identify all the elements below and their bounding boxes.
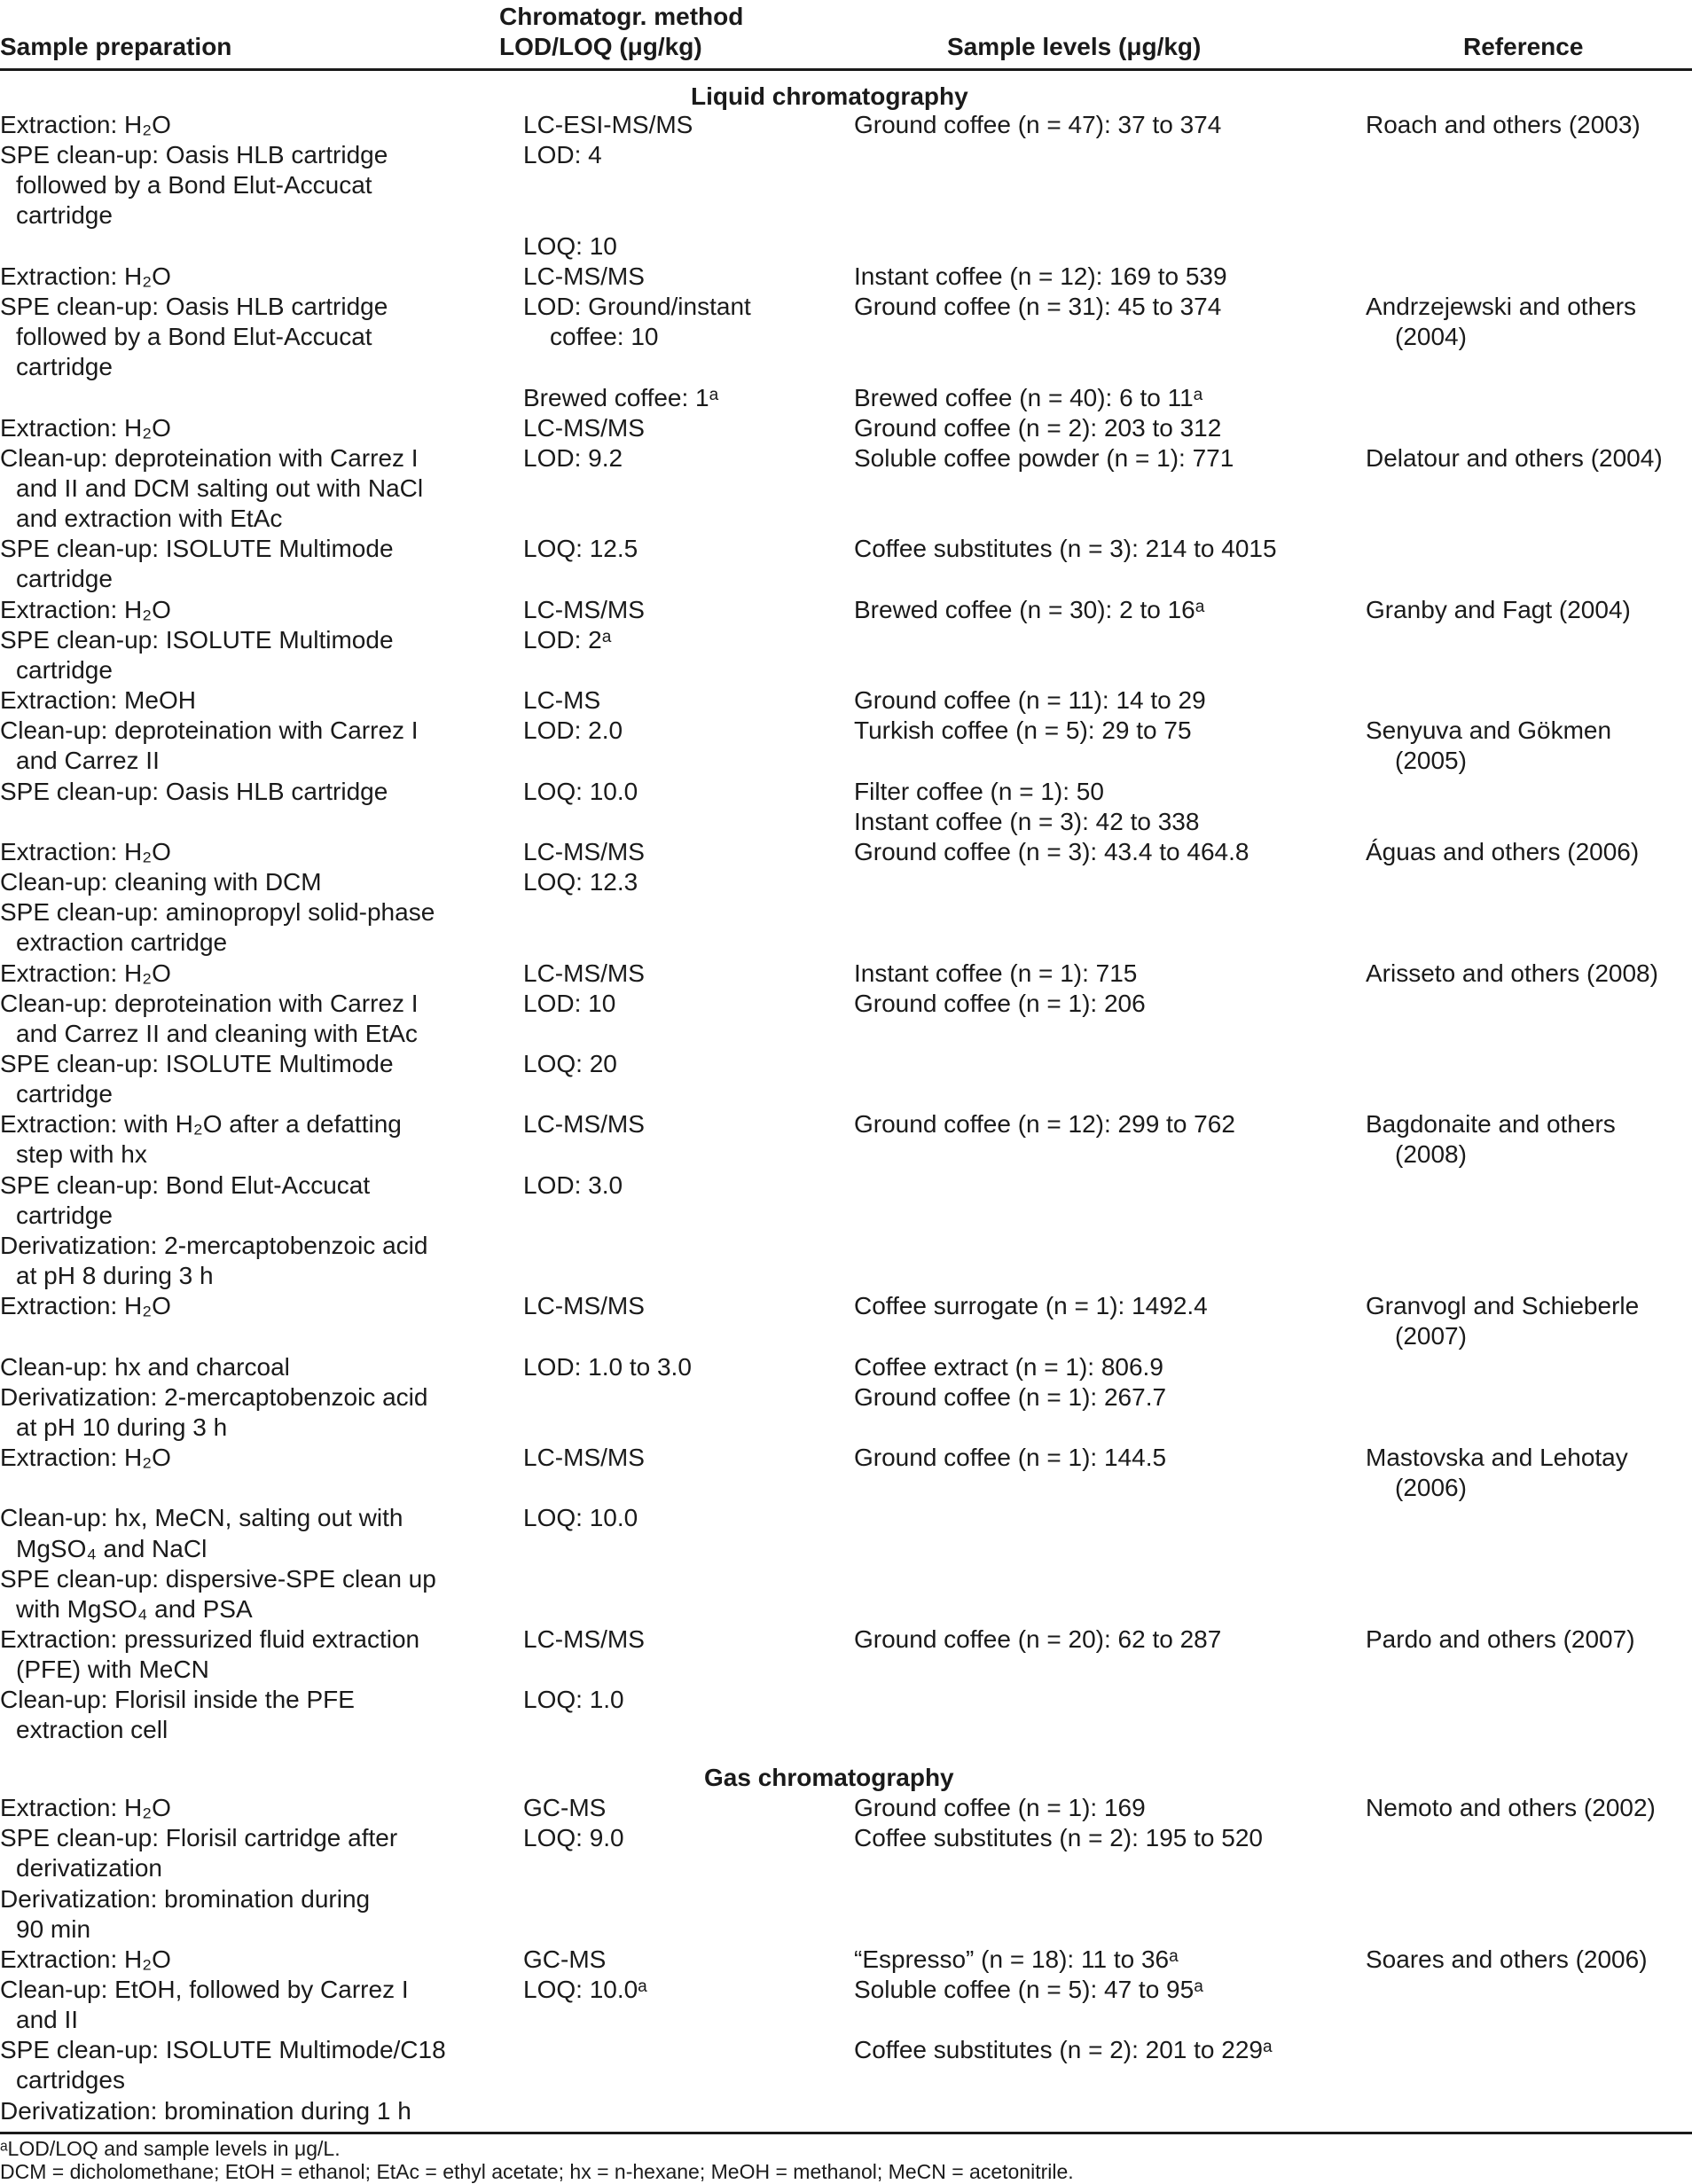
- cell-r32c1: SPE clean-up: ISOLUTE Multimode: [0, 1050, 394, 1077]
- cell-r25c3: Ground coffee (n = 3): 43.4 to 464.8: [854, 838, 1249, 865]
- cell-r30c1: Clean-up: deproteination with Carrez I: [0, 990, 419, 1017]
- cell-r65c1: Derivatization: bromination during 1 h: [0, 2097, 411, 2125]
- cell-r51c4: Pardo and others (2007): [1366, 1625, 1635, 1653]
- cell-r15c2: LOQ: 12.5: [523, 535, 638, 562]
- cell-r35c4: (2008): [1395, 1140, 1467, 1168]
- cell-r29c3: Instant coffee (n = 1): 715: [854, 959, 1138, 987]
- cell-r24c3: Instant coffee (n = 3): 42 to 338: [854, 808, 1200, 835]
- cell-r6c1: Extraction: H₂O: [0, 262, 171, 290]
- cell-r20c3: Ground coffee (n = 11): 14 to 29: [854, 686, 1206, 714]
- cell-r64c1: cartridges: [16, 2066, 125, 2094]
- cell-r42c2: LOD: 1.0 to 3.0: [523, 1353, 692, 1381]
- cell-r21c2: LOD: 2.0: [523, 716, 623, 744]
- cell-r28c1: extraction cartridge: [16, 928, 228, 956]
- cell-r45c1: Extraction: H₂O: [0, 1444, 171, 1471]
- cell-r22c4: (2005): [1395, 747, 1467, 774]
- cell-r39c1: at pH 8 during 3 h: [16, 1262, 214, 1289]
- cell-r47c1: Clean-up: hx, MeCN, salting out with: [0, 1504, 403, 1531]
- cell-r12c4: Delatour and others (2004): [1366, 444, 1663, 472]
- cell-r6c2: LC-MS/MS: [523, 262, 645, 290]
- cell-r30c3: Ground coffee (n = 1): 206: [854, 990, 1146, 1017]
- cell-r54c1: extraction cell: [16, 1716, 168, 1743]
- cell-r31c1: and Carrez II and cleaning with EtAc: [16, 1020, 418, 1047]
- cell-r29c1: Extraction: H₂O: [0, 959, 171, 987]
- cell-r61c3: Soluble coffee (n = 5): 47 to 95ᵃ: [854, 1976, 1203, 2003]
- cell-r29c2: LC-MS/MS: [523, 959, 645, 987]
- cell-r1c4: Roach and others (2003): [1366, 111, 1641, 138]
- header-sample-levels: Sample levels (μg/kg): [947, 33, 1202, 60]
- cell-r40c2: LC-MS/MS: [523, 1292, 645, 1319]
- cell-r34c4: Bagdonaite and others: [1366, 1110, 1616, 1138]
- cell-r12c2: LOD: 9.2: [523, 444, 623, 472]
- cell-r34c1: Extraction: with H₂O after a defatting: [0, 1110, 402, 1138]
- cell-r12c1: Clean-up: deproteination with Carrez I: [0, 444, 419, 472]
- cell-r7c1: SPE clean-up: Oasis HLB cartridge: [0, 293, 388, 320]
- cell-r43c1: Derivatization: 2-mercaptobenzoic acid: [0, 1383, 428, 1411]
- cell-r17c3: Brewed coffee (n = 30): 2 to 16ᵃ: [854, 596, 1205, 623]
- cell-r50c1: with MgSO₄ and PSA: [16, 1595, 253, 1623]
- cell-r38c1: Derivatization: 2-mercaptobenzoic acid: [0, 1232, 428, 1259]
- cell-r29c4: Arisseto and others (2008): [1366, 959, 1658, 987]
- cell-r10c3: Brewed coffee (n = 40): 6 to 11ᵃ: [854, 384, 1203, 411]
- cell-r25c1: Extraction: H₂O: [0, 838, 171, 865]
- footnote-a: ᵃLOD/LOQ and sample levels in μg/L.: [0, 2137, 341, 2160]
- cell-r53c1: Clean-up: Florisil inside the PFE: [0, 1686, 355, 1713]
- cell-r41c4: (2007): [1395, 1322, 1467, 1350]
- cell-r40c1: Extraction: H₂O: [0, 1292, 171, 1319]
- cell-r59c1: 90 min: [16, 1915, 91, 1943]
- cell-r17c4: Granby and Fagt (2004): [1366, 596, 1631, 623]
- cell-r60c3: “Espresso” (n = 18): 11 to 36ᵃ: [854, 1945, 1179, 1973]
- cell-r35c1: step with hx: [16, 1140, 147, 1168]
- cell-r18c1: SPE clean-up: ISOLUTE Multimode: [0, 626, 394, 654]
- cell-r15c3: Coffee substitutes (n = 3): 214 to 4015: [854, 535, 1277, 562]
- cell-r56c2: LOQ: 9.0: [523, 1824, 624, 1851]
- cell-r9c1: cartridge: [16, 353, 113, 380]
- cell-r1c1: Extraction: H₂O: [0, 111, 171, 138]
- cell-r11c3: Ground coffee (n = 2): 203 to 312: [854, 414, 1222, 442]
- cell-r37c1: cartridge: [16, 1202, 113, 1229]
- cell-r55c4: Nemoto and others (2002): [1366, 1794, 1656, 1821]
- header-reference: Reference: [1463, 33, 1584, 60]
- cell-r55c3: Ground coffee (n = 1): 169: [854, 1794, 1146, 1821]
- cell-r40c4: Granvogl and Schieberle: [1366, 1292, 1640, 1319]
- section-gas-chromatography: Gas chromatography: [704, 1764, 954, 1791]
- cell-r1c2: LC-ESI-MS/MS: [523, 111, 693, 138]
- cell-r36c1: SPE clean-up: Bond Elut-Accucat: [0, 1171, 371, 1199]
- cell-r61c1: Clean-up: EtOH, followed by Carrez I: [0, 1976, 409, 2003]
- cell-r2c2: LOD: 4: [523, 141, 602, 168]
- cell-r4c1: cartridge: [16, 201, 113, 229]
- cell-r11c1: Extraction: H₂O: [0, 414, 171, 442]
- cell-r17c1: Extraction: H₂O: [0, 596, 171, 623]
- header-rule: [0, 68, 1692, 71]
- cell-r32c2: LOQ: 20: [523, 1050, 617, 1077]
- cell-r21c3: Turkish coffee (n = 5): 29 to 75: [854, 716, 1192, 744]
- cell-r51c1: Extraction: pressurized fluid extraction: [0, 1625, 420, 1653]
- cell-r51c3: Ground coffee (n = 20): 62 to 287: [854, 1625, 1222, 1653]
- cell-r6c3: Instant coffee (n = 12): 169 to 539: [854, 262, 1227, 290]
- cell-r45c3: Ground coffee (n = 1): 144.5: [854, 1444, 1167, 1471]
- cell-r11c2: LC-MS/MS: [523, 414, 645, 442]
- cell-r16c1: cartridge: [16, 565, 113, 592]
- cell-r40c3: Coffee surrogate (n = 1): 1492.4: [854, 1292, 1208, 1319]
- cell-r34c3: Ground coffee (n = 12): 299 to 762: [854, 1110, 1235, 1138]
- cell-r56c1: SPE clean-up: Florisil cartridge after: [0, 1824, 398, 1851]
- cell-r42c3: Coffee extract (n = 1): 806.9: [854, 1353, 1163, 1381]
- cell-r8c4: (2004): [1395, 323, 1467, 350]
- cell-r23c3: Filter coffee (n = 1): 50: [854, 778, 1104, 805]
- cell-r52c1: (PFE) with MeCN: [16, 1656, 209, 1683]
- cell-r47c2: LOQ: 10.0: [523, 1504, 638, 1531]
- cell-r53c2: LOQ: 1.0: [523, 1686, 624, 1713]
- cell-r19c1: cartridge: [16, 656, 113, 684]
- cell-r20c1: Extraction: MeOH: [0, 686, 196, 714]
- cell-r60c4: Soares and others (2006): [1366, 1945, 1648, 1973]
- cell-r7c3: Ground coffee (n = 31): 45 to 374: [854, 293, 1222, 320]
- cell-r63c3: Coffee substitutes (n = 2): 201 to 229ᵃ: [854, 2036, 1273, 2063]
- cell-r60c1: Extraction: H₂O: [0, 1945, 171, 1973]
- header-method-line1: Chromatogr. method: [499, 3, 744, 30]
- cell-r10c2: Brewed coffee: 1ᵃ: [523, 384, 719, 411]
- section-liquid-chromatography: Liquid chromatography: [691, 82, 968, 110]
- cell-r7c2: LOD: Ground/instant: [523, 293, 751, 320]
- cell-r45c2: LC-MS/MS: [523, 1444, 645, 1471]
- cell-r55c1: Extraction: H₂O: [0, 1794, 171, 1821]
- cell-r2c1: SPE clean-up: Oasis HLB cartridge: [0, 141, 388, 168]
- cell-r60c2: GC-MS: [523, 1945, 607, 1973]
- cell-r13c1: and II and DCM salting out with NaCl: [16, 474, 424, 502]
- cell-r56c3: Coffee substitutes (n = 2): 195 to 520: [854, 1824, 1264, 1851]
- cell-r22c1: and Carrez II: [16, 747, 160, 774]
- cell-r18c2: LOD: 2ᵃ: [523, 626, 612, 654]
- cell-r30c2: LOD: 10: [523, 990, 616, 1017]
- cell-r7c4: Andrzejewski and others: [1366, 293, 1637, 320]
- cell-r62c1: and II: [16, 2006, 79, 2033]
- cell-r36c2: LOD: 3.0: [523, 1171, 623, 1199]
- cell-r45c4: Mastovska and Lehotay: [1366, 1444, 1628, 1471]
- cell-r34c2: LC-MS/MS: [523, 1110, 645, 1138]
- cell-r25c2: LC-MS/MS: [523, 838, 645, 865]
- cell-r33c1: cartridge: [16, 1080, 113, 1108]
- cell-r61c2: LOQ: 10.0ᵃ: [523, 1976, 647, 2003]
- cell-r21c1: Clean-up: deproteination with Carrez I: [0, 716, 419, 744]
- cell-r8c2: coffee: 10: [550, 323, 659, 350]
- cell-r44c1: at pH 10 during 3 h: [16, 1413, 228, 1441]
- cell-r14c1: and extraction with EtAc: [16, 505, 283, 532]
- cell-r63c1: SPE clean-up: ISOLUTE Multimode/C18: [0, 2036, 446, 2063]
- cell-r26c1: Clean-up: cleaning with DCM: [0, 868, 322, 896]
- cell-r48c1: MgSO₄ and NaCl: [16, 1535, 208, 1562]
- cell-r58c1: Derivatization: bromination during: [0, 1885, 371, 1913]
- cell-r25c4: Águas and others (2006): [1366, 838, 1640, 865]
- cell-r8c1: followed by a Bond Elut-Accucat: [16, 323, 372, 350]
- cell-r1c3: Ground coffee (n = 47): 37 to 374: [854, 111, 1222, 138]
- cell-r3c1: followed by a Bond Elut-Accucat: [16, 171, 372, 199]
- cell-r12c3: Soluble coffee powder (n = 1): 771: [854, 444, 1234, 472]
- cell-r55c2: GC-MS: [523, 1794, 607, 1821]
- cell-r26c2: LOQ: 12.3: [523, 868, 638, 896]
- cell-r42c1: Clean-up: hx and charcoal: [0, 1353, 290, 1381]
- cell-r46c4: (2006): [1395, 1474, 1467, 1501]
- cell-r57c1: derivatization: [16, 1854, 162, 1882]
- cell-r27c1: SPE clean-up: aminopropyl solid-phase: [0, 898, 435, 926]
- cell-r49c1: SPE clean-up: dispersive-SPE clean up: [0, 1565, 436, 1593]
- cell-r23c1: SPE clean-up: Oasis HLB cartridge: [0, 778, 388, 805]
- cell-r20c2: LC-MS: [523, 686, 601, 714]
- cell-r15c1: SPE clean-up: ISOLUTE Multimode: [0, 535, 394, 562]
- header-sample-preparation: Sample preparation: [0, 33, 232, 60]
- cell-r51c2: LC-MS/MS: [523, 1625, 645, 1653]
- header-method-line2: LOD/LOQ (μg/kg): [499, 33, 702, 60]
- cell-r43c3: Ground coffee (n = 1): 267.7: [854, 1383, 1167, 1411]
- cell-r17c2: LC-MS/MS: [523, 596, 645, 623]
- cell-r23c2: LOQ: 10.0: [523, 778, 638, 805]
- cell-r21c4: Senyuva and Gökmen: [1366, 716, 1612, 744]
- footnote-abbreviations: DCM = dicholomethane; EtOH = ethanol; EtAc = ethyl acetate; hx = n-hexane; MeOH = methanol; MeCN = acetonitrile.: [0, 2160, 1074, 2183]
- bottom-rule: [0, 2132, 1692, 2134]
- cell-r5c2: LOQ: 10: [523, 232, 617, 260]
